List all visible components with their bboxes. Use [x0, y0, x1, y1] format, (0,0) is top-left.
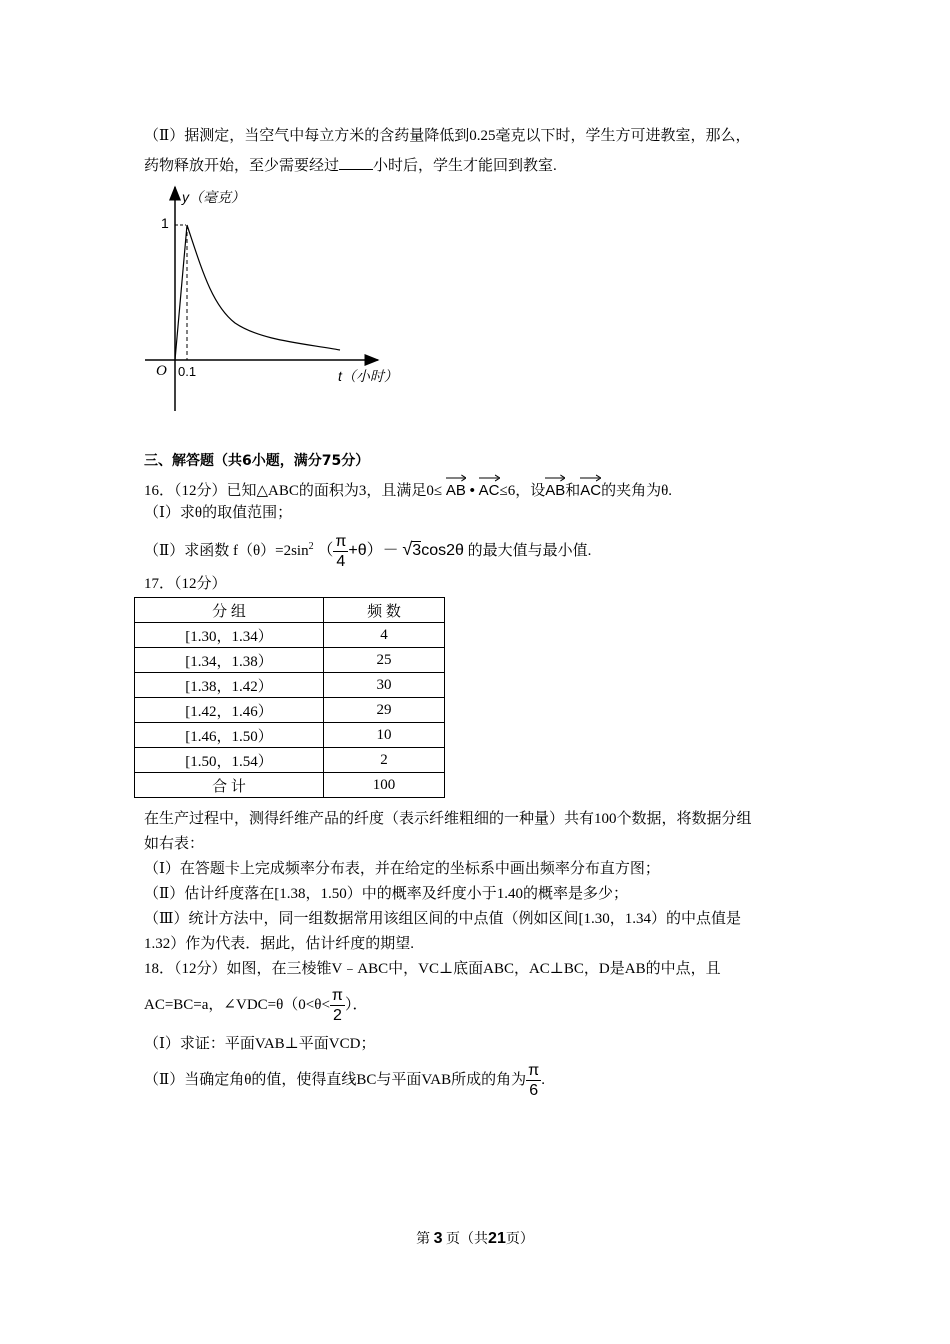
table-cell-group: [1.30，1.34）: [135, 623, 324, 648]
vector-ab-2: AB: [545, 476, 565, 502]
fraction-pi-over-6: $\frac{\pi}{6}$: [528, 1062, 540, 1100]
table-cell-count: 25: [324, 648, 445, 673]
origin-label: O: [156, 363, 167, 379]
table-cell-count: 29: [324, 698, 445, 723]
table-row: [135, 698, 445, 723]
answer-blank: [339, 153, 373, 170]
q18-part2: [144, 1058, 545, 1102]
q15-part2-line1: （Ⅱ）据测定，当空气中每立方米的含药量降低到0.25毫克以下时，学生方可进教室，那么，: [144, 128, 751, 144]
section3-title: 三、解答题（共6小题，满分75分）: [144, 453, 370, 469]
current-page-number: 3: [433, 1230, 443, 1247]
square-exponent: 2: [308, 541, 314, 552]
q17-part2: （Ⅱ）估计纤度落在[1.38，1.50）中的概率及纤度小于1.40的概率是多少；: [144, 886, 628, 902]
q18-line2-text-a: AC=BC=a，∠VDC=θ（0<θ<: [144, 997, 330, 1013]
open-paren: （: [317, 542, 334, 559]
table-header-row: [135, 598, 445, 623]
q16-part1: （Ⅰ）求θ的取值范围；: [144, 505, 293, 521]
q16-part2-text-b: 的最大值与最小值.: [467, 543, 592, 559]
footer-suffix: 页）: [505, 1232, 534, 1247]
table-row: [135, 623, 445, 648]
table-cell-count: 2: [324, 748, 445, 773]
rise-segment: [175, 225, 187, 360]
vector-arrow-icon: [545, 474, 565, 482]
table-cell-group: [1.42，1.46）: [135, 698, 324, 723]
vector-arrow-icon: [446, 474, 466, 482]
table-total-row: [135, 773, 445, 798]
x-tick-label: 0.1: [178, 364, 197, 379]
table-header-cell: 频 数: [324, 598, 445, 623]
y-axis-label: y（毫克）: [182, 189, 245, 205]
table-cell-count: 30: [324, 673, 445, 698]
q17-desc-line2: 如右表：: [144, 836, 205, 852]
table-header-cell: 分 组: [135, 598, 324, 623]
table-cell-group: [1.34，1.38）: [135, 648, 324, 673]
q18-line2-text-b: ）．: [344, 997, 368, 1013]
vector-ac-2: AC: [580, 476, 601, 502]
frequency-table: [134, 597, 445, 798]
page-footer: [0, 1228, 950, 1248]
q17-part3-line1: （Ⅲ）统计方法中，同一组数据常用该组区间的中点值（例如区间[1.30，1.34）的中点值是: [144, 911, 741, 927]
sqrt-radicand: 3: [412, 542, 422, 559]
footer-middle: 页（共: [446, 1232, 489, 1247]
q18-line2: [144, 983, 367, 1027]
q16-text-b: ≤6，设: [499, 483, 546, 499]
table-cell-count: 4: [324, 623, 445, 648]
q18-part1: （Ⅰ）求证：平面VAB⊥平面VCD；: [144, 1036, 376, 1052]
x-axis-label: t（小时）: [338, 368, 398, 384]
q16-part2-text-a: （Ⅱ）求函数 f（θ）=2sin: [144, 543, 309, 559]
q17-desc-line1: 在生产过程中，测得纤维产品的纤度（表示纤维粗细的一种量）共有100个数据，将数据分组: [144, 811, 752, 827]
q16-text-a: 16．（12分）已知△ABC的面积为3，且满足0≤: [144, 483, 443, 499]
table-cell-group: [1.38，1.42）: [135, 673, 324, 698]
y-tick-label: 1: [161, 215, 169, 231]
table-cell-group: [1.46，1.50）: [135, 723, 324, 748]
q16-text-d: 的夹角为θ.: [601, 483, 673, 499]
sqrt-icon: √: [402, 539, 413, 559]
table-cell-count: 100: [324, 773, 445, 798]
q16-text-c: 和: [565, 483, 581, 499]
q15-part2-line2-end: 小时后，学生才能回到教室.: [373, 158, 557, 174]
q16-line1: [144, 476, 672, 502]
vector-ab-1: AB: [446, 476, 466, 502]
table-row: [135, 673, 445, 698]
table-row: [135, 648, 445, 673]
footer-prefix: 第: [416, 1232, 431, 1247]
fraction-pi-over-4: $\frac{\pi}{4}$: [335, 533, 347, 571]
q16-part2-plus: +θ）－: [348, 542, 399, 559]
q18-part2-text-a: （Ⅱ）当确定角θ的值，使得直线BC与平面VAB所成的角为: [144, 1072, 527, 1088]
q18-line1: 18．（12分）如图，在三棱锥V﹣ABC中，VC⊥底面ABC，AC⊥BC，D是AB的中点，且: [144, 961, 721, 977]
q17-part3-line2: 1.32）作为代表．据此，估计纤度的期望.: [144, 936, 415, 952]
drug-concentration-graph: [140, 180, 420, 415]
vector-arrow-icon: [479, 474, 500, 482]
q17-title: 17．（12分）: [144, 576, 227, 592]
table-row: [135, 748, 445, 773]
table-cell-group: [1.50，1.54）: [135, 748, 324, 773]
table-row: [135, 723, 445, 748]
q17-part1: （Ⅰ）在答题卡上完成频率分布表，并在给定的坐标系中画出频率分布直方图；: [144, 861, 660, 877]
fraction-pi-over-2: $\frac{\pi}{2}$: [331, 987, 343, 1025]
cos-term: cos2θ: [421, 542, 464, 559]
decay-curve: [187, 225, 340, 350]
total-pages-number: 21: [488, 1230, 506, 1247]
vector-ac-1: AC: [479, 476, 500, 502]
q16-part2: [144, 525, 591, 573]
dot-product-symbol: •: [469, 483, 475, 499]
table-cell-group: 合 计: [135, 773, 324, 798]
q18-part2-text-b: .: [541, 1072, 545, 1088]
table-cell-count: 10: [324, 723, 445, 748]
q15-part2-line2: [144, 153, 557, 177]
vector-arrow-icon: [580, 474, 601, 482]
q15-part2-line2-start: 药物释放开始，至少需要经过: [144, 158, 340, 174]
